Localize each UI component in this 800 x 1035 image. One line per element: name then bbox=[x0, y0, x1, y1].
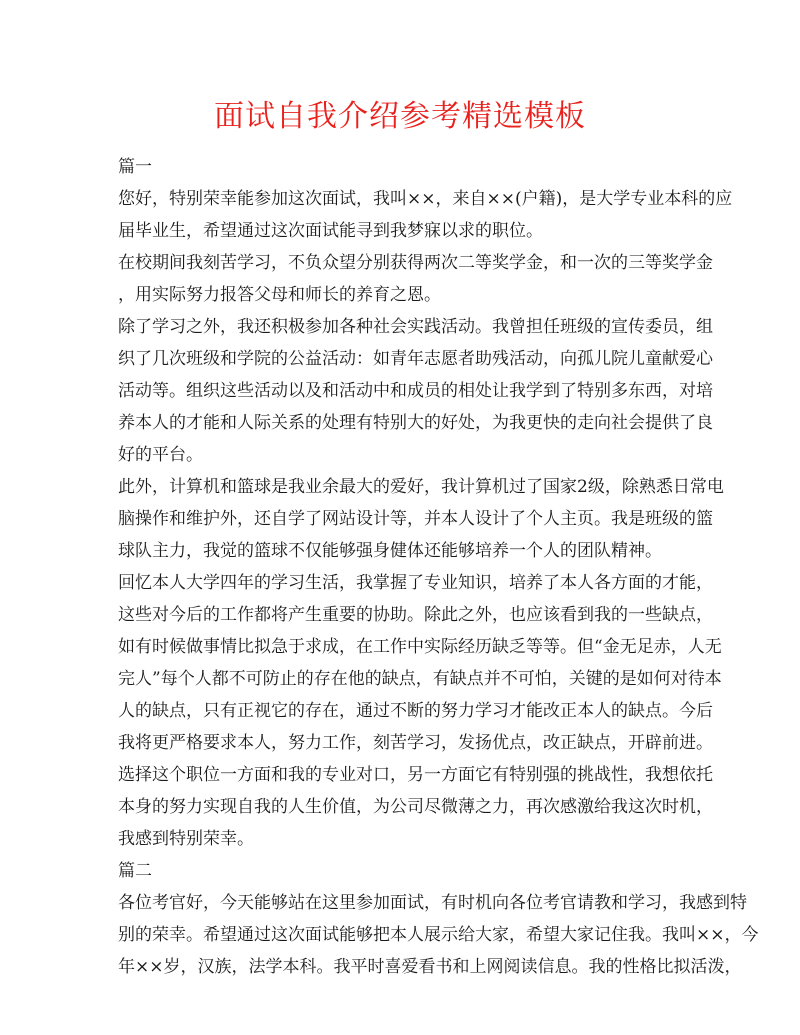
section-label: 篇二 bbox=[118, 861, 152, 881]
paragraph-line: 脑操作和维护外，还自学了网站设计等，并本人设计了个人主页。我是班级的篮 bbox=[118, 509, 713, 529]
paragraph bbox=[118, 887, 759, 983]
paragraph-line: 此外，计算机和篮球是我业余最大的爱好，我计算机过了国家2级，除熟悉日常电 bbox=[118, 477, 724, 497]
paragraph-line: 各位考官好，今天能够站在这里参加面试，有时机向各位考官请教和学习，我感到特 bbox=[118, 893, 747, 913]
paragraph-line: 我感到特别荣幸。 bbox=[118, 829, 254, 849]
paragraph-line: 如有时候做事情比拟急于求成，在工作中实际经历缺乏等等。但“金无足赤，人无 bbox=[118, 637, 722, 657]
paragraph-line: 好的平台。 bbox=[118, 445, 203, 465]
paragraph-line: 球队主力，我觉的篮球不仅能够强身健体还能够培养一个人的团队精神。 bbox=[118, 541, 662, 561]
paragraph-line: ，用实际努力报答父母和师长的养育之恩。 bbox=[118, 285, 441, 305]
paragraph-line: 人的缺点，只有正视它的存在，通过不断的努力学习才能改正本人的缺点。今后 bbox=[118, 701, 713, 721]
paragraph-line: 届毕业生，希望通过这次面试能寻到我梦寐以求的职位。 bbox=[118, 221, 543, 241]
paragraph bbox=[118, 759, 713, 855]
paragraph-line: 年××岁，汉族，法学本科。我平时喜爱看书和上网阅读信息。我的性格比拟活泼， bbox=[118, 957, 742, 977]
paragraph bbox=[118, 247, 713, 311]
section-label: 篇一 bbox=[118, 157, 152, 177]
paragraph-line: 您好，特别荣幸能参加这次面试，我叫××，来自××(户籍)，是大学专业本科的应 bbox=[118, 189, 733, 209]
document-title: 面试自我介绍参考精选模板 bbox=[214, 99, 586, 134]
paragraph-line: 回忆本人大学四年的学习生活，我掌握了专业知识，培养了本人各方面的才能， bbox=[118, 573, 713, 593]
paragraph-line: 我将更严格要求本人，努力工作，刻苦学习，发扬优点，改正缺点，开辟前进。 bbox=[118, 733, 713, 753]
paragraph-line: 除了学习之外，我还积极参加各种社会实践活动。我曾担任班级的宣传委员，组 bbox=[118, 317, 713, 337]
paragraph bbox=[118, 183, 733, 247]
paragraph-line: 别的荣幸。希望通过这次面试能够把本人展示给大家，希望大家记住我。我叫××，今 bbox=[118, 925, 759, 945]
paragraph bbox=[118, 567, 722, 759]
paragraph bbox=[118, 471, 724, 567]
paragraph-line: 选择这个职位一方面和我的专业对口，另一方面它有特别强的挑战性，我想依托 bbox=[118, 765, 713, 785]
paragraph-line: 完人”每个人都不可防止的存在他的缺点，有缺点并不可怕，关键的是如何对待本 bbox=[118, 669, 722, 689]
paragraph-line: 养本人的才能和人际关系的处理有特别大的好处，为我更快的走向社会提供了良 bbox=[118, 413, 713, 433]
paragraph-line: 在校期间我刻苦学习，不负众望分别获得两次二等奖学金，和一次的三等奖学金 bbox=[118, 253, 713, 273]
paragraph-line: 本身的努力实现自我的人生价值，为公司尽微薄之力，再次感激给我这次时机， bbox=[118, 797, 713, 817]
paragraph-line: 织了几次班级和学院的公益活动：如青年志愿者助残活动，向孤儿院儿童献爱心 bbox=[118, 349, 713, 369]
paragraph-line: 活动等。组织这些活动以及和活动中和成员的相处让我学到了特别多东西，对培 bbox=[118, 381, 713, 401]
paragraph-line: 这些对今后的工作都将产生重要的协助。除此之外，也应该看到我的一些缺点， bbox=[118, 605, 713, 625]
document-body bbox=[118, 151, 759, 983]
paragraph bbox=[118, 311, 713, 471]
